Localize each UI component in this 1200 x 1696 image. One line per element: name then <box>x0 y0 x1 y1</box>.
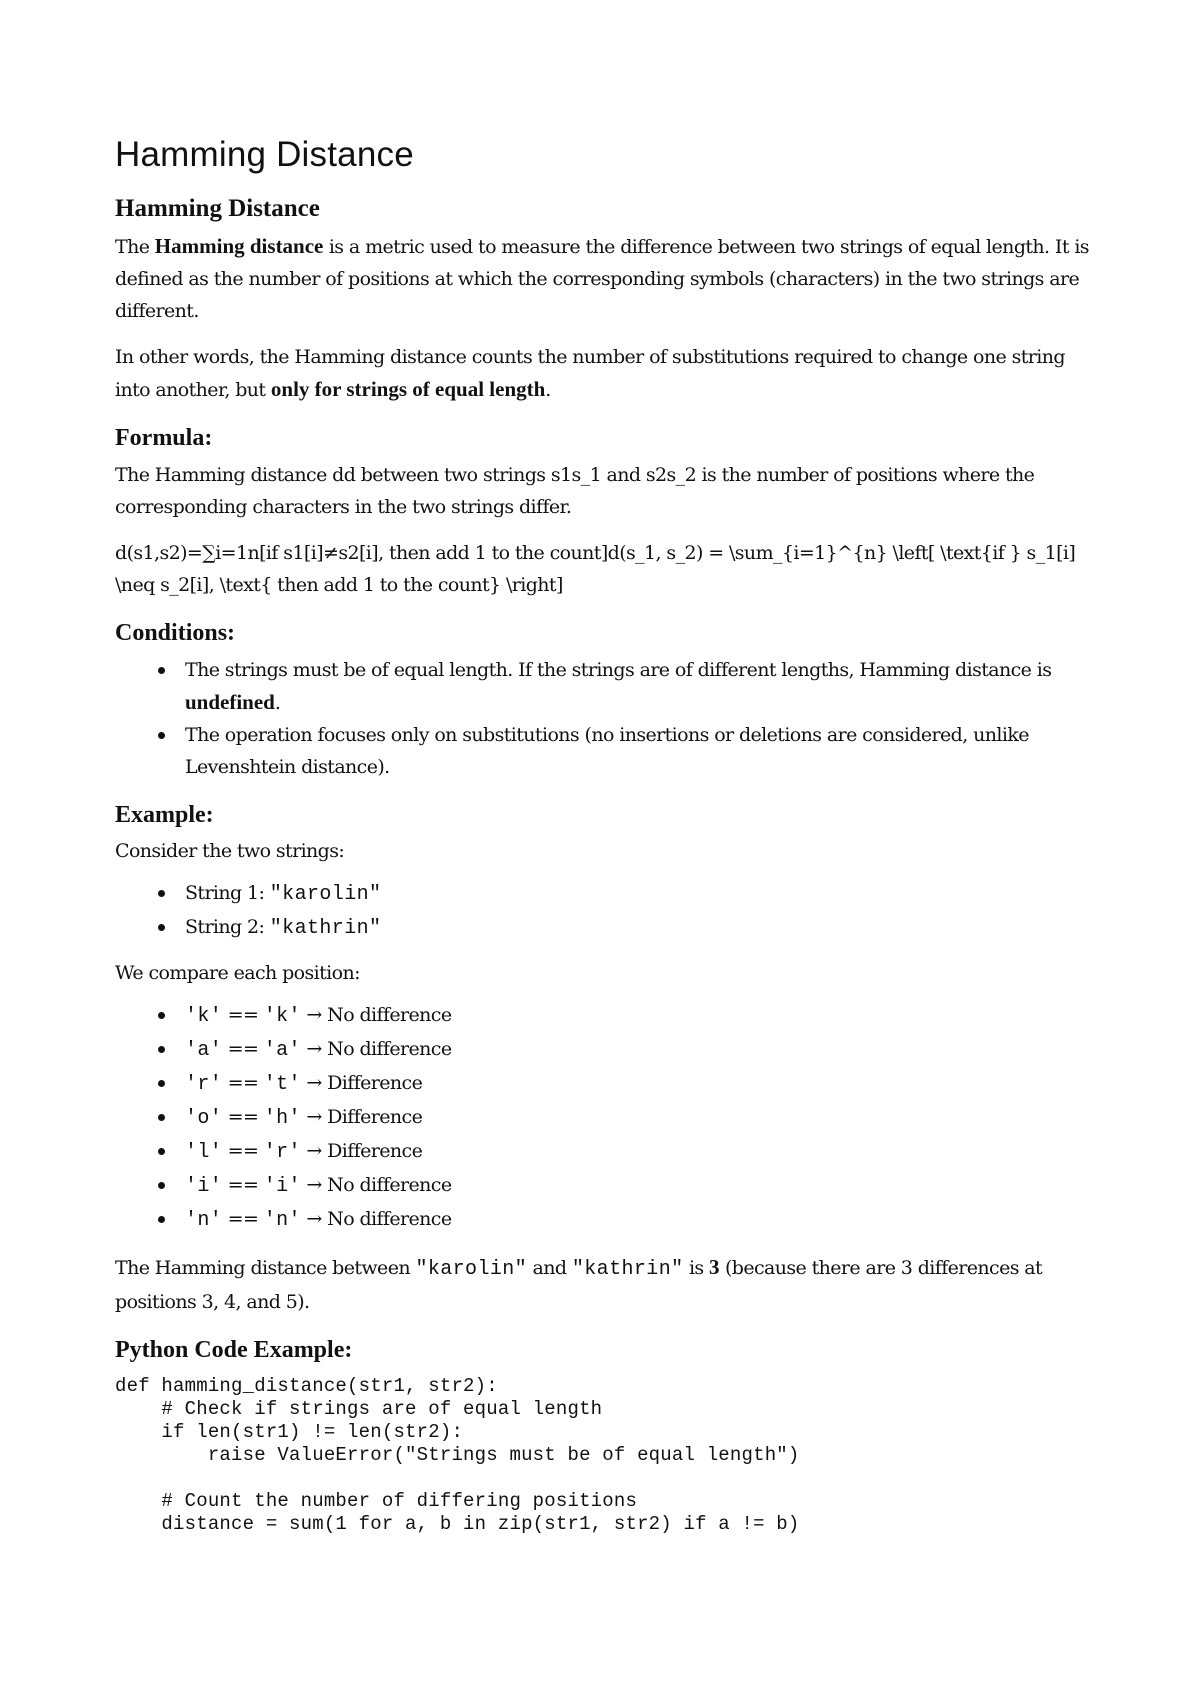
comparison-list <box>115 999 1095 1237</box>
example-heading: Example: <box>115 801 214 828</box>
list-item: 'k' == 'k' → No difference <box>115 999 1095 1033</box>
conditions-list <box>115 654 1095 783</box>
list-item: String 2: "kathrin" <box>115 911 1095 945</box>
bold-term: undefined <box>185 689 275 714</box>
list-item: 'l' == 'r' → Difference <box>115 1135 1095 1169</box>
example-intro: Consider the two strings: <box>115 840 345 863</box>
formula-description: The Hamming distance dd between two strings s1s_1 and s2s_2 is the number of positions where the corresponding characters in the two strings differ. <box>115 463 1035 518</box>
bold-phrase: only for strings of equal length <box>270 377 546 401</box>
list-item: The strings must be of equal length. If the strings are of different lengths, Hamming distance is undefined. <box>115 654 1095 719</box>
formula-heading: Formula: <box>115 425 213 451</box>
list-item: 'o' == 'h' → Difference <box>115 1101 1095 1135</box>
string-value: "karolin" <box>269 883 382 907</box>
list-item: 'a' == 'a' → No difference <box>115 1033 1095 1067</box>
list-item: 'i' == 'i' → No difference <box>115 1169 1095 1203</box>
list-item: 'r' == 't' → Difference <box>115 1067 1095 1101</box>
document-page <box>115 134 1095 1536</box>
document-title: Hamming Distance <box>115 135 414 174</box>
compare-intro: We compare each position: <box>115 962 360 985</box>
intro-paragraph-1: The Hamming distance is a metric used to measure the difference between two strings of equal length. It is defined as the number of positions at which the corresponding symbols (characters) in the two strings are different. <box>115 234 1089 322</box>
intro-paragraph-2: In other words, the Hamming distance counts the number of substitutions required to change one string into another, but only for strings of equal length. <box>115 346 1065 401</box>
conditions-heading: Conditions: <box>115 619 236 646</box>
python-heading: Python Code Example: <box>115 1337 353 1364</box>
bold-term: Hamming distance <box>154 234 324 258</box>
string-value: "kathrin" <box>269 917 382 941</box>
section-heading: Hamming Distance <box>115 195 320 222</box>
result-number: 3 <box>709 1255 720 1280</box>
list-item: 'n' == 'n' → No difference <box>115 1203 1095 1237</box>
list-item: String 1: "karolin" <box>115 877 1095 911</box>
formula-expression: d(s1,s2)=∑i=1n[if s1[i]≠s2[i], then add 1 to the count]d(s_1, s_2) = \sum_{i=1}^{n} \left[ \text{if } s_1[i] \neq s_2[i], \text{ then add 1 to the count} \right] <box>115 541 1076 596</box>
list-item: The operation focuses only on substitutions (no insertions or deletions are considered, unlike Levenshtein distance). <box>115 719 1095 783</box>
example-result: The Hamming distance between "karolin" and "kathrin" is 3 (because there are 3 differences at positions 3, 4, and 5). <box>115 1255 1043 1314</box>
strings-list <box>115 877 1095 945</box>
code-block: def hamming_distance(str1, str2): # Check if strings are of equal length if len(str1) != len(str2): raise ValueError("Strings must be of equal length") # Count the number of differing positions distance = sum(1 for a, b in zip(str1, str2) if a != b) <box>115 1375 800 1536</box>
